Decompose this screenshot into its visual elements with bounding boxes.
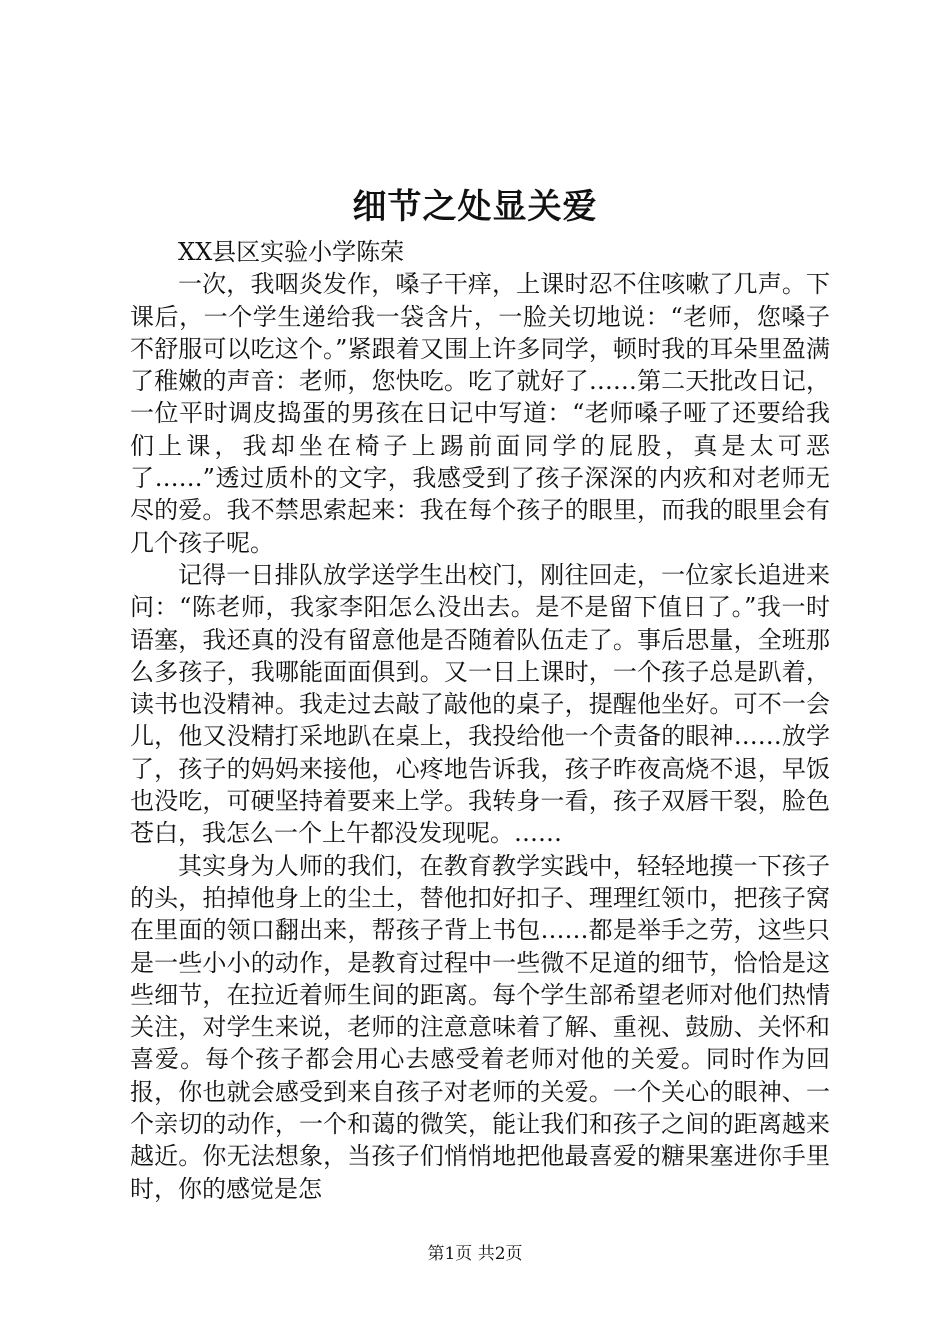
paragraph-2: 记得一日排队放学送学生出校门，刚往回走，一位家长追进来问：“陈老师，我家李阳怎么没出去。是不是留下值日了。”我一时语塞，我还真的没有留意他是否随着队伍走了。事后思量，全班那么多孩子，我哪能面面俱到。又一日上课时，一个孩子总是趴着，读书也没精神。我走过去敲了敲他的桌子，提醒他坐好。可不一会儿，他又没精打采地趴在桌上，我投给他一个责备的眼神……放学了，孩子的妈妈来接他，心疼地告诉我，孩子昨夜高烧不退，早饭也没吃，可硬坚持着要来上学。我转身一看，孩子双唇干裂，脸色苍白，我怎么一个上午都没发现呢。…… <box>130 560 830 848</box>
author-line: XX县区实验小学陈荣 <box>178 238 405 266</box>
document-body <box>130 236 830 1205</box>
page-footer: 第1页 共2页 <box>427 1244 523 1264</box>
paragraph-3: 其实身为人师的我们，在教育教学实践中，轻轻地摸一下孩子的头，拍掉他身上的尘土，替他扣好扣子、理理红领巾，把孩子窝在里面的领口翻出来，帮孩子背上书包……都是举手之劳，这些只是一些小小的动作，是教育过程中一些微不足道的细节，恰恰是这些细节，在拉近着师生间的距离。每个学生部希望老师对他们热情关注，对学生来说，老师的注意意味着了解、重视、鼓励、关怀和喜爱。每个孩子都会用心去感受着老师对他的关爱。同时作为回报，你也就会感受到来自孩子对老师的关爱。一个关心的眼神、一个亲切的动作，一个和蔼的微笑，能让我们和孩子之间的距离越来越近。你无法想象，当孩子们悄悄地把他最喜爱的糖果塞进你手里时，你的感觉是怎 <box>130 851 830 1203</box>
paragraph-1: 一次，我咽炎发作，嗓子干痒，上课时忍不住咳嗽了几声。下课后，一个学生递给我一袋含片，一脸关切地说：“老师，您嗓子不舒服可以吃这个。”紧跟着又围上许多同学，顿时我的耳朵里盈满了稚嫩的声音：老师，您快吃。吃了就好了……第二天批改日记，一位平时调皮捣蛋的男孩在日记中写道：“老师嗓子哑了还要给我们上课，我却坐在椅子上踢前面同学的屁股，真是太可恶了……”透过质朴的文字，我感受到了孩子深深的内疚和对老师无尽的爱。我不禁思索起来：我在每个孩子的眼里，而我的眼里会有几个孩子呢。 <box>130 270 830 557</box>
document-title: 细节之处显关爱 <box>352 187 598 227</box>
